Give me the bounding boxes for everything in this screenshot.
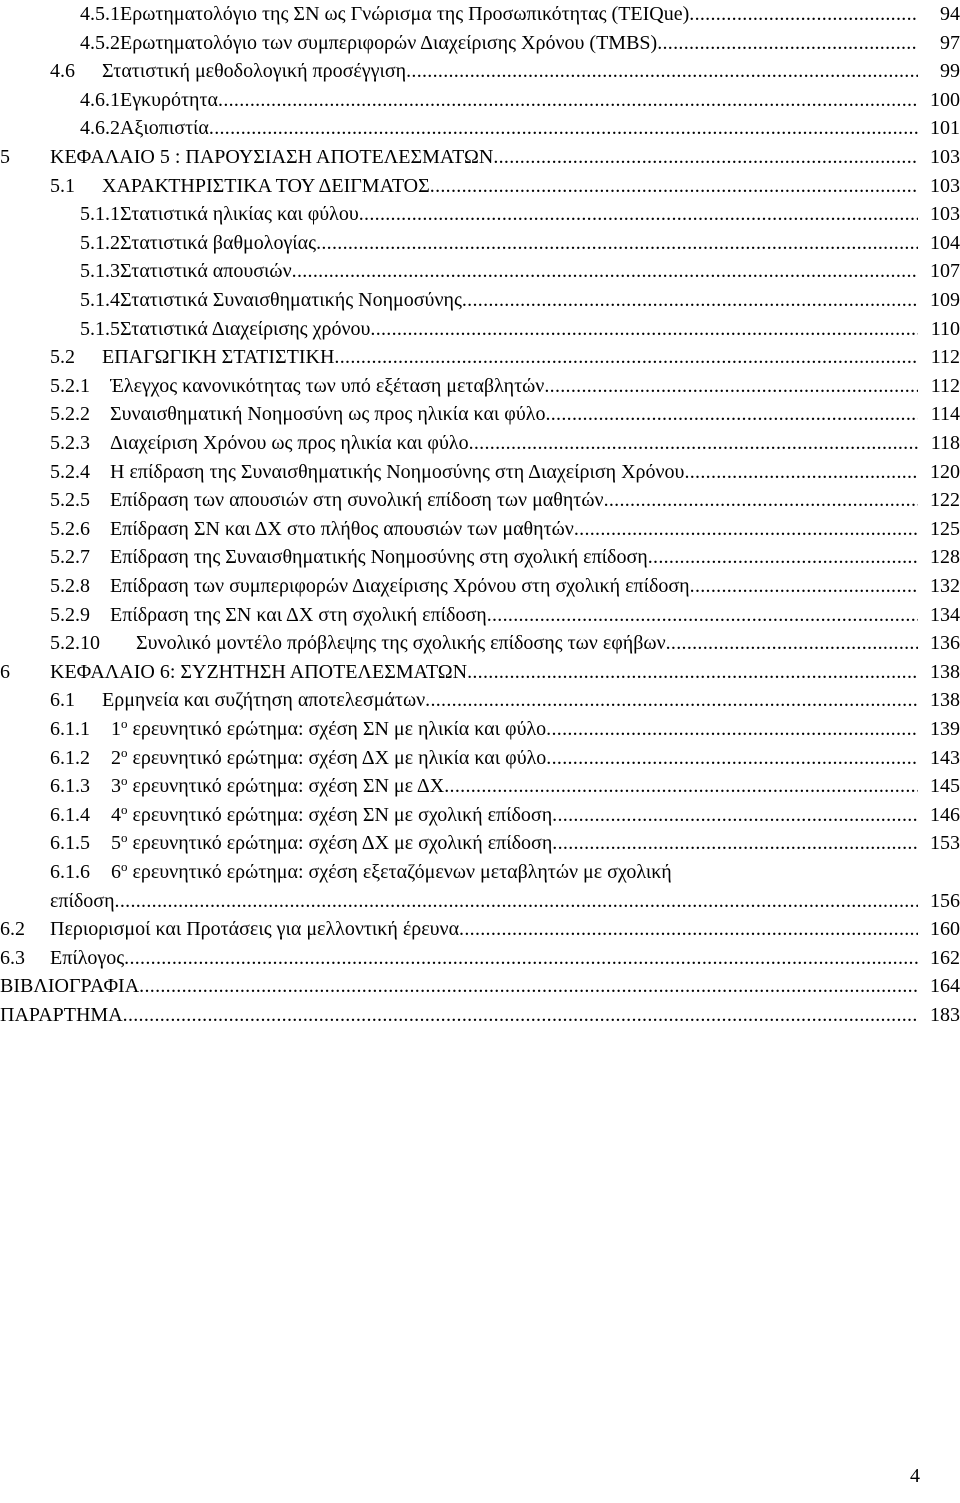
toc-entry [0, 629, 960, 658]
toc-entry-page: 138 [930, 660, 960, 683]
toc-entry-number: 6.1.2 [50, 746, 90, 769]
toc-entry-title-text: Περιορισμοί και Προτάσεις για μελλοντική έρευνα [50, 918, 460, 941]
toc-entry-number: 5.2.2 [50, 403, 90, 426]
toc-entry-number: 5.2 [50, 346, 75, 369]
toc-entry-ordinal-suffix: ο [121, 716, 128, 731]
toc-entry-page: 136 [930, 632, 960, 655]
toc-entry-title [120, 89, 918, 111]
toc-entry-title [50, 661, 918, 683]
toc-entry-title [110, 432, 918, 454]
toc-entry [0, 286, 960, 315]
toc-entry-title [111, 744, 918, 769]
toc-entry-page: 103 [930, 203, 960, 226]
toc-entry [0, 315, 960, 344]
toc-entry-title-text: Διαχείριση Χρόνου ως προς ηλικία και φύλο [110, 432, 469, 454]
toc-entry-title [50, 918, 918, 940]
toc-entry-page: 132 [930, 575, 960, 597]
toc-entry-number: 5.2.7 [50, 546, 90, 569]
toc-entry-page: 143 [930, 746, 960, 769]
toc-entry [0, 114, 960, 143]
toc-entry-number: 4.6.1 [80, 88, 120, 111]
toc-entry-page: 110 [930, 317, 960, 340]
toc-entry-number: 6 [0, 660, 10, 683]
toc-entry-title [120, 318, 918, 340]
toc-entry-page: 97 [940, 31, 960, 54]
toc-entry [0, 915, 960, 944]
toc-entry-title-text: ΧΑΡΑΚΤΗΡΙΣΤΙΚΑ ΤΟΥ ΔΕΙΓΜΑΤΟΣ [102, 174, 430, 197]
toc-entry [0, 801, 960, 830]
toc-entry [0, 486, 960, 515]
toc-entry-title-text: Στατιστικά ηλικίας και φύλου [120, 203, 359, 226]
toc-entry-ordinal-suffix: ο [121, 859, 128, 874]
toc-entry-ordinal-suffix: ο [121, 773, 128, 789]
toc-entry-number: 5.2.9 [50, 603, 90, 626]
toc-entry-title-text: ερευνητικό ερώτημα: σχέση ΣΝ με ηλικία και φύλο [127, 718, 547, 740]
toc-entry-title [50, 890, 918, 912]
toc-entry-title [110, 461, 918, 483]
toc-entry-title-text: Έλεγχος κανονικότητας των υπό εξέταση μεταβλητών [110, 374, 545, 397]
toc-entry [0, 572, 960, 601]
toc-entry-title [110, 518, 918, 540]
toc-entry-page: 160 [930, 918, 960, 941]
toc-entry [0, 744, 960, 773]
toc-entry-page: 122 [930, 489, 960, 512]
toc-entry-title [120, 232, 918, 254]
toc-entry [0, 543, 960, 572]
toc-entry-page: 164 [930, 975, 960, 998]
toc-entry [0, 715, 960, 744]
toc-entry-number: 6.1 [50, 689, 75, 712]
toc-entry-page: 138 [930, 689, 960, 712]
toc-entry-title-text: Επίδραση ΣΝ και ΔΧ στο πλήθος απουσιών των μαθητών [110, 517, 574, 540]
toc-entry [0, 1001, 960, 1030]
toc-entry [0, 200, 960, 229]
toc-entry-title-text: Στατιστικά βαθμολογίας [120, 231, 317, 254]
toc-entry-title-text: ερευνητικό ερώτημα: σχέση εξεταζόμενων μεταβλητών με σχολική [127, 861, 672, 883]
toc-entry-title-text: Αξιοπιστία [120, 117, 209, 140]
toc-entry-title-text: Στατιστική μεθοδολογική προσέγγιση [102, 60, 407, 83]
toc-entry-title-text: Στατιστικά Διαχείρισης χρόνου [120, 317, 371, 340]
toc-entry-title-text: Στατιστικά Συναισθηματικής Νοημοσύνης [120, 289, 462, 311]
toc-entry-number: 6.1.6 [50, 861, 90, 883]
toc-entry-title-text: Επίδραση της ΣΝ και ΔΧ στη σχολική επίδοση [110, 603, 487, 626]
toc-entry-page: 146 [930, 803, 960, 826]
toc-entry-number: 6.2 [0, 918, 25, 941]
toc-entry-number: 5.2.5 [50, 489, 90, 512]
toc-entry-number: 5.2.3 [50, 432, 90, 454]
toc-entry-title-text: ΠΑΡΑΡΤΗΜΑ [0, 1004, 123, 1026]
toc-entry-ordinal: 1 [111, 718, 121, 740]
toc-entry-title [120, 289, 918, 311]
toc-entry-title [50, 146, 918, 168]
toc-entry-title [102, 175, 918, 197]
toc-entry [0, 257, 960, 286]
toc-entry-page: 183 [930, 1004, 960, 1026]
toc-entry [0, 887, 960, 916]
toc-entry-number: 5.2.1 [50, 374, 90, 397]
toc-entry-page: 101 [930, 117, 960, 140]
toc-entry [0, 858, 960, 887]
toc-entry-number: 5.2.8 [50, 575, 90, 597]
toc-entry-page: 156 [930, 889, 960, 912]
toc-entry-title-text: ΒΙΒΛΙΟΓΡΑΦΙΑ [0, 975, 140, 998]
toc-entry-title [120, 3, 918, 25]
toc-entry-title [110, 546, 918, 568]
toc-entry-title [111, 832, 918, 854]
toc-entry [0, 229, 960, 258]
toc-entry-page: 153 [930, 832, 960, 855]
toc-entry [0, 400, 960, 429]
toc-entry-number: 5.2.4 [50, 460, 90, 483]
toc-entry-number: 4.6.2 [80, 117, 120, 140]
toc-entry-title-text: Επίλογος [50, 946, 125, 969]
toc-entry [0, 0, 960, 29]
toc-entry [0, 829, 960, 858]
toc-entry [0, 972, 960, 1001]
toc-entry-title-text: Ερωτηματολόγιο των συμπεριφορών Διαχείρισης Χρόνου (TMBS) [120, 31, 658, 54]
toc-entry-title [102, 60, 918, 82]
toc-entry [0, 686, 960, 715]
toc-entry-title [0, 975, 918, 997]
toc-entry-page: 118 [930, 432, 960, 454]
toc-entry-title-text: επίδοση [50, 889, 115, 912]
toc-entry-title [102, 689, 918, 711]
toc-entry-title-text: ερευνητικό ερώτημα: σχέση ΣΝ με σχολική επίδοση [127, 803, 553, 826]
toc-entry-page: 103 [930, 146, 960, 168]
toc-entry-ordinal: 2 [111, 746, 121, 769]
toc-entry-number: 6.1.1 [50, 718, 90, 740]
toc-entry-page: 114 [930, 403, 960, 426]
toc-entry-ordinal-suffix: ο [121, 801, 128, 817]
toc-entry-title-text: ερευνητικό ερώτημα: σχέση ΔΧ με σχολική επίδοση [127, 832, 553, 855]
toc-entry [0, 601, 960, 630]
toc-entry-title [110, 575, 918, 597]
toc-entry-number: 5.1.5 [80, 317, 120, 340]
toc-entry-title-text: Εγκυρότητα [120, 88, 219, 111]
toc-entry-title [111, 801, 918, 826]
toc-entry-ordinal: 6 [111, 861, 121, 883]
toc-entry-page: 109 [930, 289, 960, 311]
toc-entry-number: 6.3 [0, 946, 25, 969]
toc-entry-title [120, 117, 918, 139]
toc-entry-number: 5.1.2 [80, 231, 120, 254]
toc-entry-title [110, 403, 918, 425]
toc-entry-title [111, 775, 918, 797]
toc-entry [0, 429, 960, 458]
toc-entry-title [120, 32, 918, 54]
toc-entry [0, 772, 960, 801]
toc-entry-page: 120 [930, 460, 960, 483]
toc-entry-page: 139 [930, 718, 960, 740]
toc-entry-page: 107 [930, 260, 960, 283]
toc-entry-page: 94 [940, 3, 960, 25]
toc-entry-number: 5.1.3 [80, 260, 120, 283]
toc-entry [0, 172, 960, 201]
toc-entry-title [0, 1004, 918, 1026]
toc-entry [0, 372, 960, 401]
toc-entry-title-text: Συναισθηματική Νοημοσύνη ως προς ηλικία και φύλο [110, 403, 546, 426]
toc-entry-number: 4.5.1 [80, 3, 120, 25]
toc-entry-title-text: ερευνητικό ερώτημα: σχέση ΣΝ με ΔΧ [127, 775, 445, 798]
toc-entry-title-text: ΚΕΦΑΛΑΙΟ 5 : ΠΑΡΟΥΣΙΑΣΗ ΑΠΟΤΕΛΕΣΜΑΤΩΝ [50, 146, 494, 168]
toc-entry [0, 57, 960, 86]
toc-entry-number: 6.1.3 [50, 775, 90, 798]
toc-entry-title [110, 489, 918, 511]
toc-entry-title-text: ΕΠΑΓΩΓΙΚΗ ΣΤΑΤΙΣΤΙΚΗ [102, 346, 335, 369]
toc-entry-title [111, 718, 918, 740]
toc-entry-page: 112 [930, 346, 960, 369]
toc-entry-page: 99 [940, 60, 960, 83]
toc-entry-ordinal-suffix: ο [121, 744, 128, 760]
toc-entry-title-text: Επίδραση της Συναισθηματικής Νοημοσύνης στη σχολική επίδοση [110, 546, 648, 569]
toc-entry-title-text: Ερωτηματολόγιο της ΣΝ ως Γνώρισμα της Προσωπικότητας (TEIQue) [120, 3, 690, 25]
toc-entry [0, 86, 960, 115]
toc-entry-page: 125 [930, 517, 960, 540]
toc-entry-ordinal: 5 [111, 832, 121, 855]
toc-entry-number: 5 [0, 146, 10, 168]
toc-entry-number: 4.5.2 [80, 31, 120, 54]
toc-entry-title [110, 604, 918, 626]
toc-entry-page: 104 [930, 231, 960, 254]
toc-entry-title [50, 947, 918, 969]
toc-entry-page: 145 [930, 775, 960, 798]
toc-entry-title-text: Ερμηνεία και συζήτηση αποτελεσμάτων [102, 689, 426, 712]
toc-entry [0, 143, 960, 172]
toc-entry-title [102, 346, 918, 368]
toc-entry-title-text: ΚΕΦΑΛΑΙΟ 6: ΣΥΖΗΤΗΣΗ ΑΠΟΤΕΛΕΣΜΑΤΩΝ [50, 660, 468, 683]
toc-entry-number: 5.1.1 [80, 203, 120, 226]
toc-entry-title-text: Επίδραση των συμπεριφορών Διαχείρισης Χρόνου στη σχολική επίδοση [110, 575, 690, 597]
toc-entry-page: 134 [930, 603, 960, 626]
toc-entry-title [110, 375, 918, 397]
toc-entry-page: 128 [930, 546, 960, 569]
toc-entry [0, 343, 960, 372]
toc-entry-number: 5.2.10 [50, 632, 100, 655]
toc-entry-title [120, 203, 918, 225]
toc-entry-page: 162 [930, 946, 960, 969]
toc-entry-ordinal: 4 [111, 803, 121, 826]
toc-entry-number: 6.1.4 [50, 803, 90, 826]
toc-entry-page: 100 [930, 88, 960, 111]
toc-entry-title [120, 260, 918, 282]
toc-entry-page: 112 [930, 374, 960, 397]
toc-entry [0, 29, 960, 58]
toc-entry-number: 5.1 [50, 174, 75, 197]
toc-entry-number: 6.1.5 [50, 832, 90, 855]
toc-entry-number: 5.2.6 [50, 517, 90, 540]
toc-entry-title-text: Στατιστικά απουσιών [120, 260, 292, 283]
toc-entry-page: 103 [930, 174, 960, 197]
toc-entry-number: 5.1.4 [80, 289, 120, 311]
toc-entry [0, 458, 960, 487]
toc-entry-ordinal-suffix: ο [121, 830, 128, 846]
toc-entry [0, 515, 960, 544]
toc-entry [0, 944, 960, 973]
toc-entry-ordinal: 3 [111, 775, 121, 798]
toc-entry-title [111, 861, 673, 883]
toc-entry [0, 658, 960, 687]
toc-entry-title-text: ερευνητικό ερώτημα: σχέση ΔΧ με ηλικία και φύλο [127, 746, 547, 769]
toc-entry-title [136, 632, 918, 654]
toc-entry-number: 4.6 [50, 60, 75, 83]
toc-entry-title-text: Επίδραση των απουσιών στη συνολική επίδοση των μαθητών [110, 489, 604, 512]
toc-entry-title-text: Η επίδραση της Συναισθηματικής Νοημοσύνης στη Διαχείριση Χρόνου [110, 460, 685, 483]
page-number: 4 [910, 1465, 920, 1487]
toc-entry-title-text: Συνολικό μοντέλο πρόβλεψης της σχολικής επίδοσης των εφήβων [136, 632, 666, 655]
